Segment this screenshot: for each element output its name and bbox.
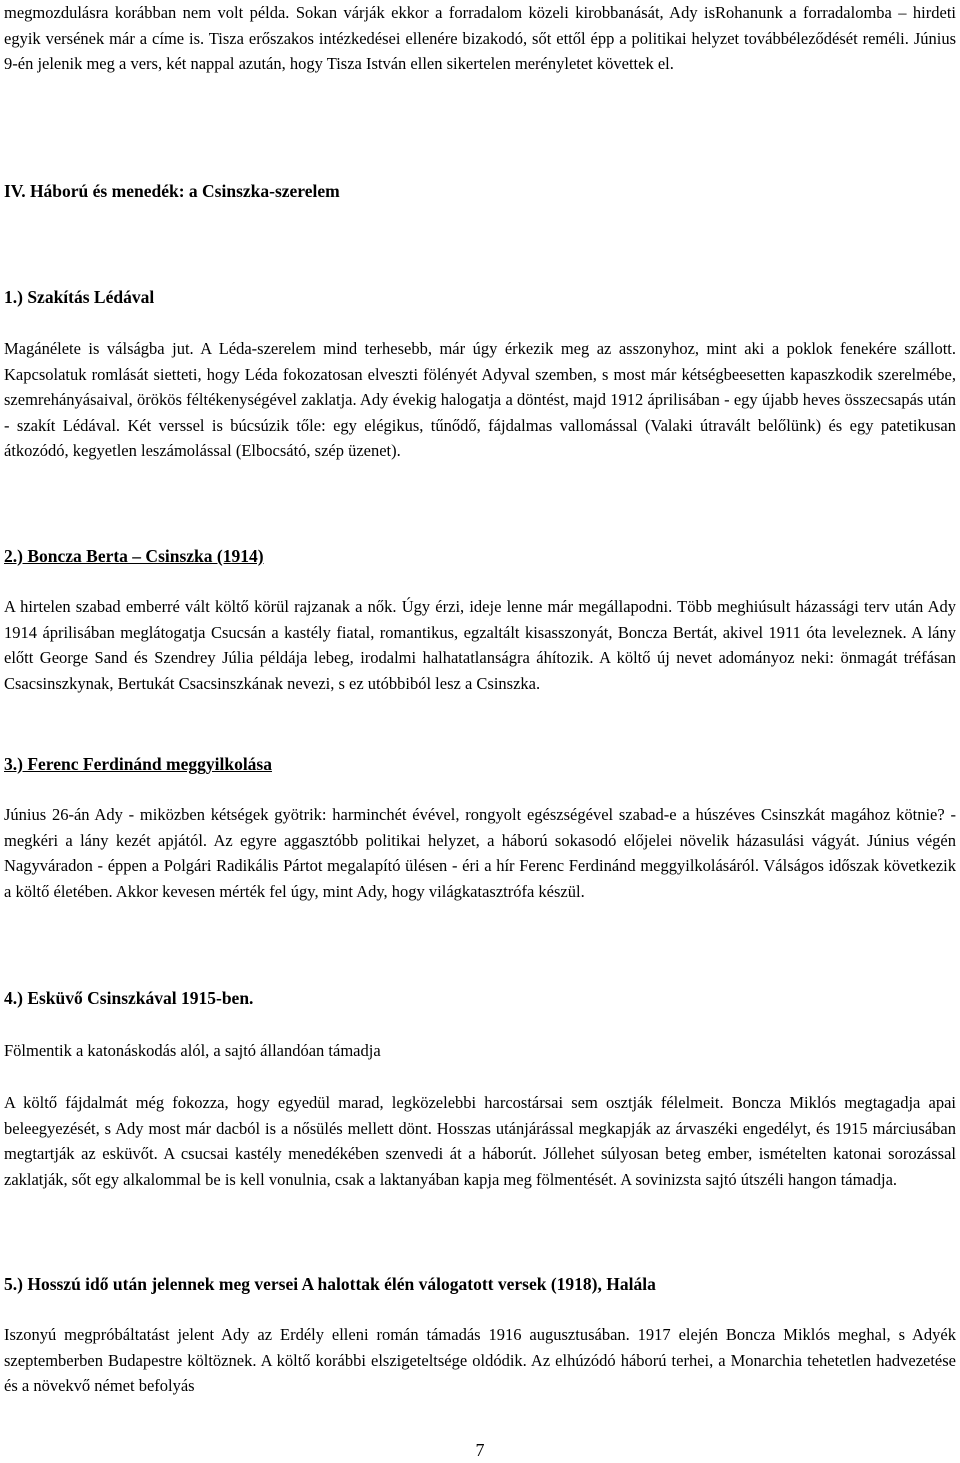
section-3-text: Június 26-án Ady - miközben kétségek gyötrik: harminchét évével, rongyolt egészségével szabad-e a húszéves Csinszkát magához kötnie? - megkéri a lány kezét apjától. Az egyre aggasztóbb politikai helyzet, a háború sokasodó előjelei növelik házasulási vágyát. Június végén Nagyváradon - éppen a Polgári Radikális Pártot megalapító ülésen - éri a hír Ferenc Ferdinánd meggyilkolásáról. Válságos időszak következik a költő életében. Akkor kevesen mérték fel úgy, mint Ady, hogy világkatasztrófa készül. [4,805,956,901]
page-number: 7 [475,1440,485,1460]
section-4-subheading: Fölmentik a katonáskodás alól, a sajtó állandóan támadja [4,1041,381,1060]
section-2-heading: 2.) Boncza Berta – Csinszka (1914) [4,546,264,566]
section-5-text: Iszonyú megpróbáltatást jelent Ady az Erdély elleni román támadás 1916 augusztusában. 1917 elején Boncza Miklós meghal, s Adyék szeptemberben Budapestre költöznek. A költő korábbi elszigeteltsége oldódik. Az elhúzódó háború terhei, a Monarchia tehetetlen hadvezetése és a növekvő német befolyás [4,1325,956,1396]
section-3-heading: 3.) Ferenc Ferdinánd meggyilkolása [4,754,272,774]
section-4-text: A költő fájdalmát még fokozza, hogy egyedül marad, legközelebbi harcostársai sem osztják félelmeit. Boncza Miklós megtagadja apai beleegyezését, s Ady most már dacból is a nősülés mellett dönt. Hosszas utánjárással megkapják az árvaszéki engedélyt, és 1915 márciusában megtartják az esküvőt. A csucsai kastély menedékében szenvedi át a háborút. Jóllehet súlyosan beteg ember, ismételten katonai sorozással zaklatják, sőt egy alkalommal be is kell vonulnia, csak a laktanyában kapja meg fölmentését. A sovinizsta sajtó útszéli hangon támadja. [4,1093,956,1189]
section-2-text: A hirtelen szabad emberré vált költő körül rajzanak a nők. Úgy érzi, ideje lenne már megállapodni. Több meghiúsult házassági terv után Ady 1914 áprilisában meglátogatja Csucsán a kastély fiatal, romantikus, egzaltált kisasszonyát, Boncza Bertát, akivel 1911 óta leveleznek. A lány előtt George Sand és Szendrey Júlia példája lebeg, irodalmi halhatatlanságra áhítozik. A költő új nevet adományoz neki: önmagát tréfásan Csacsinszkynak, Bertukát Csacsinszkának nevezi, s ez utóbbiból lesz a Csinszka. [4,597,956,693]
section-1-heading: 1.) Szakítás Lédával [4,287,155,307]
section-5-heading: 5.) Hosszú idő után jelennek meg versei A halottak élén válogatott versek (1918), Halála [4,1274,656,1294]
chapter-heading: IV. Háború és menedék: a Csinszka-szerelem [4,181,340,201]
section-4-heading: 4.) Esküvő Csinszkával 1915-ben. [4,988,254,1008]
section-1-text: Magánélete is válságba jut. A Léda-szerelem mind terhesebb, már úgy érkezik meg az asszonyhoz, mint aki a poklok fenekére szállott. Kapcsolatuk romlását sietteti, hogy Léda fokozatosan elveszti fölényét Adyval szemben, s most már kétségbeesetten kapaszkodik szerelmébe, szemrehányásaival, örökös féltékenységével zaklatja. Ady évekig halogatja a döntést, majd 1912 áprilisában - egy újabb heves összecsapás után - szakít Lédával. Két verssel is búcsúzik tőle: egy elégikus, tűnődő, fájdalmas vallomással (Valaki útravált belőlünk) és egy patetikusan átkozódó, kegyetlen leszámolással (Elbocsátó, szép üzenet). [4,339,956,461]
intro-paragraph: megmozdulásra korábban nem volt példa. Sokan várják ekkor a forradalom közeli kirobbanását, Ady isRohanunk a forradalomba – hirdeti egyik versének már a címe is. Tisza erőszakos intézkedései ellenére bizakodó, sőt ettől épp a politikai helyzet továbbéleződését reméli. Június 9-én jelenik meg a vers, két nappal azután, hogy Tisza István ellen sikertelen merényletet követtek el. [4,3,956,74]
